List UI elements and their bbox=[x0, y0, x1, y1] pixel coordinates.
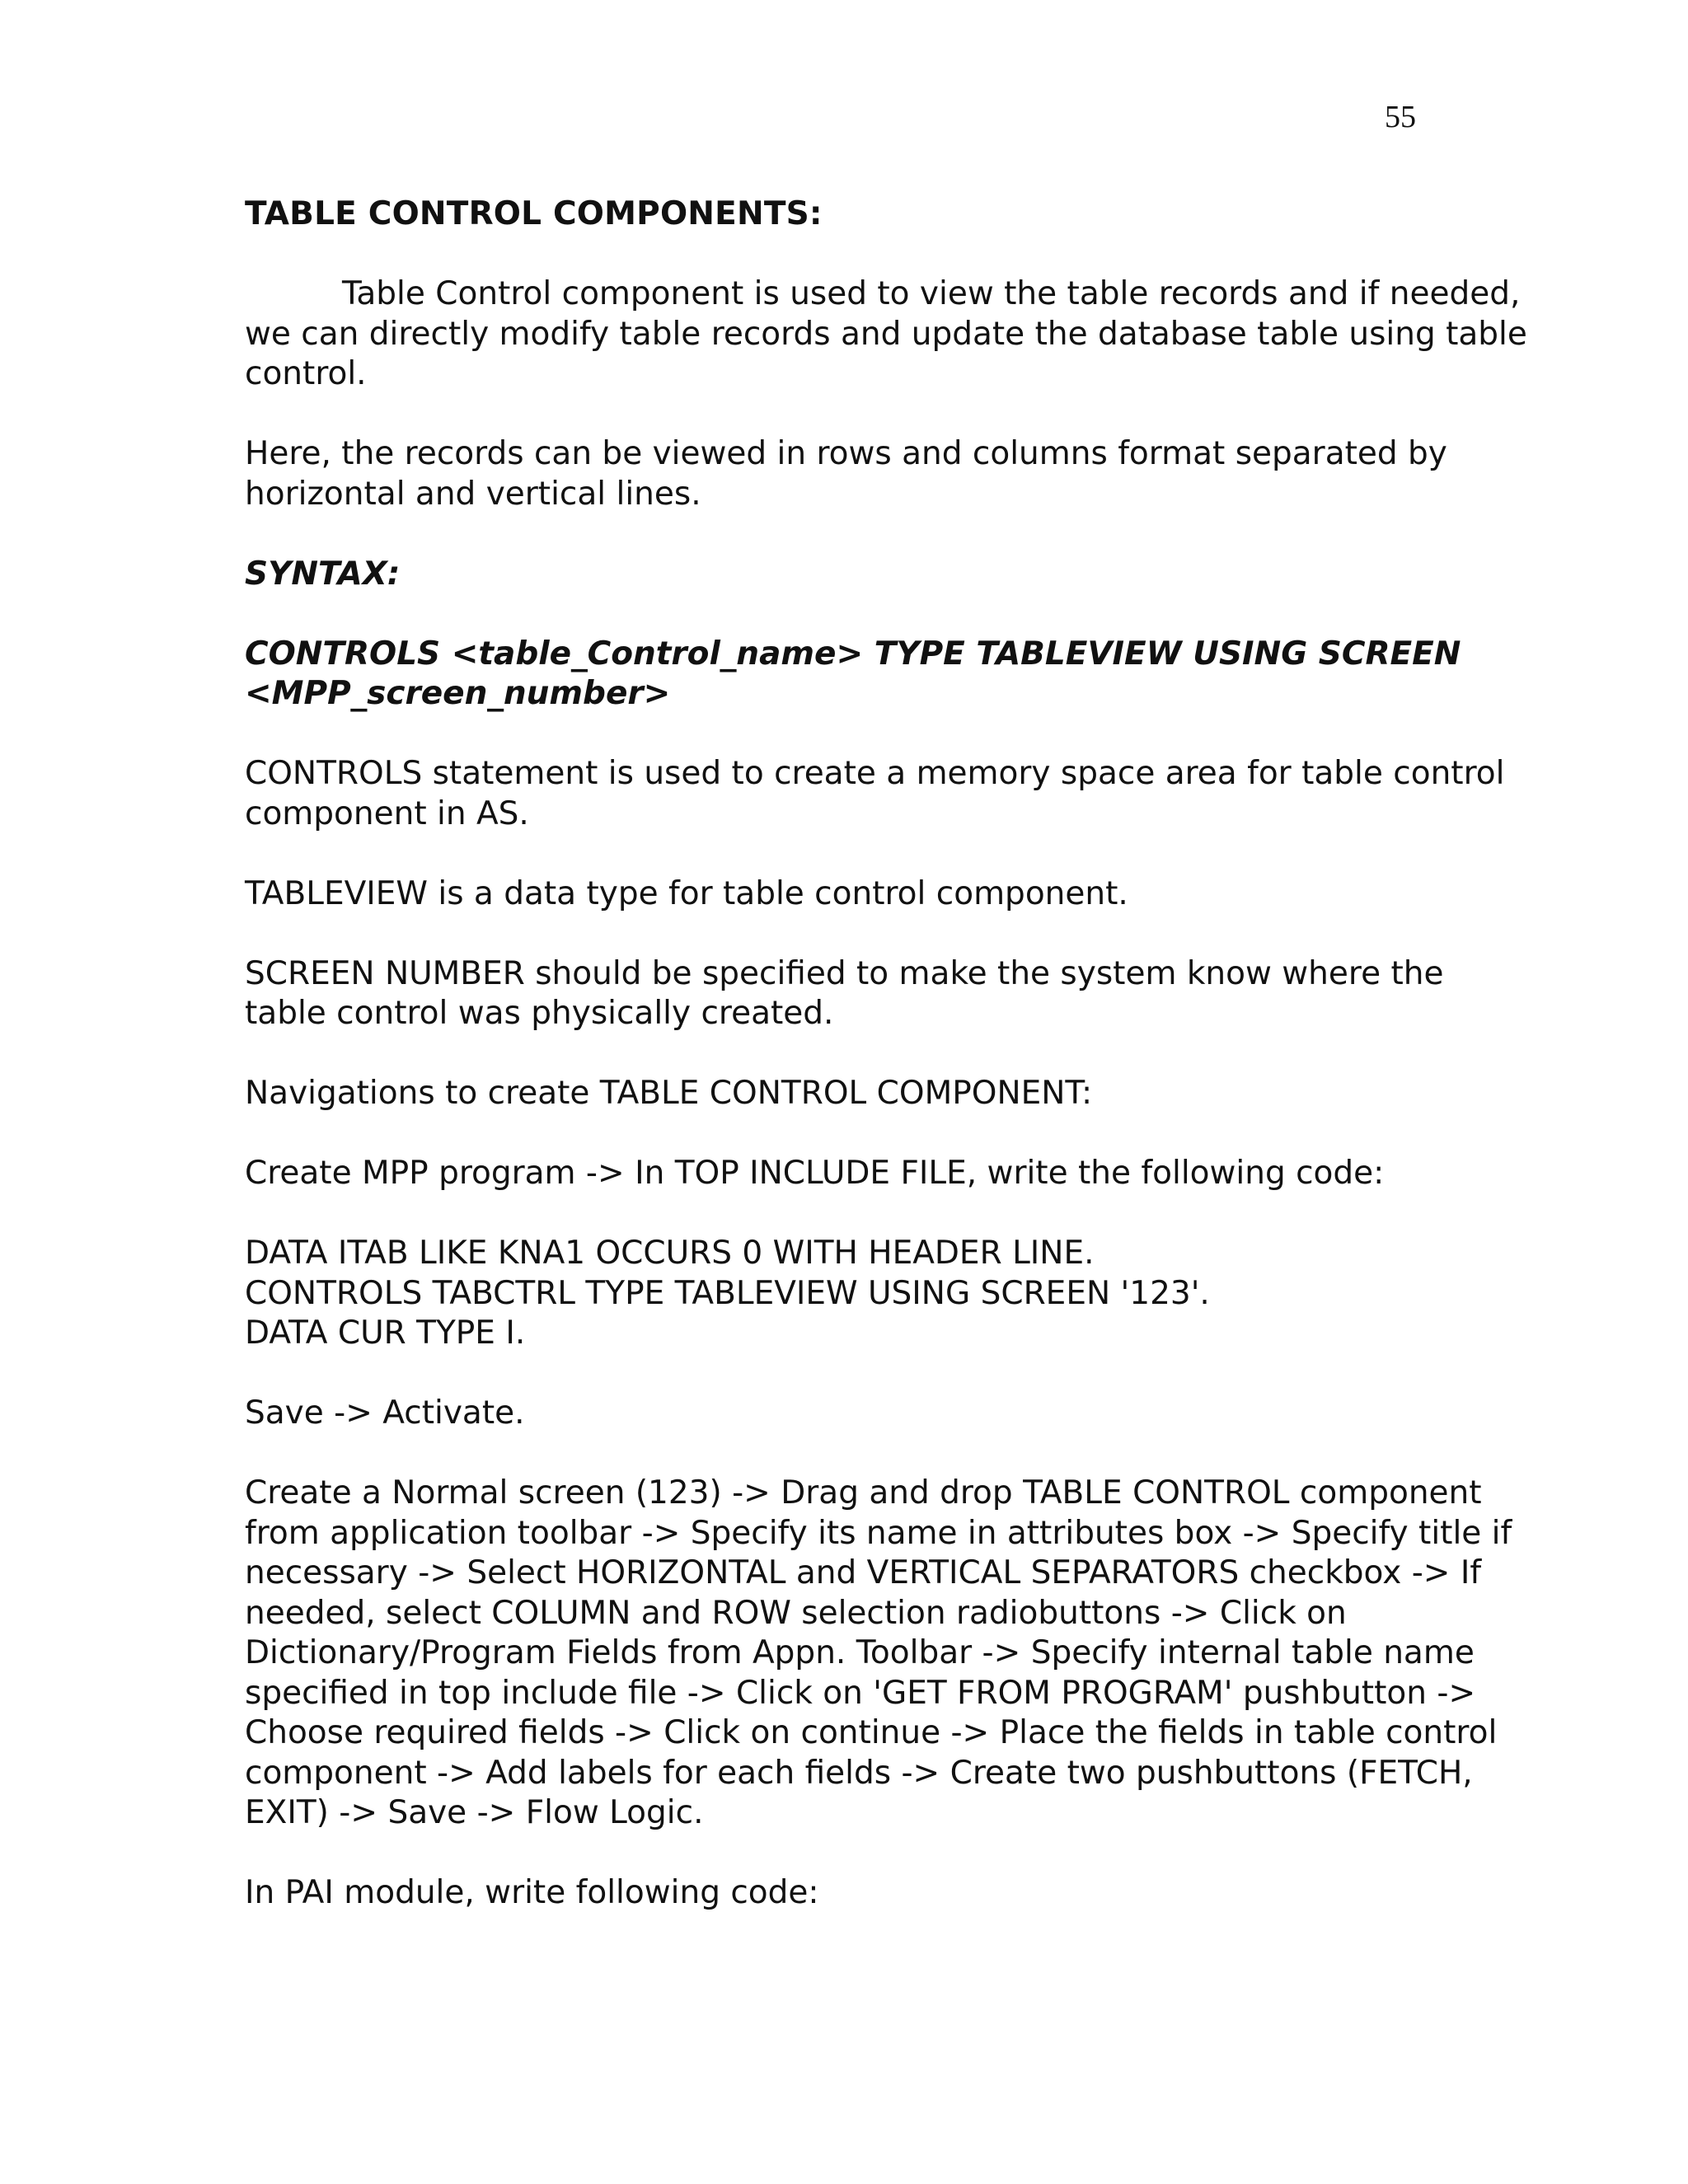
section-heading: TABLE CONTROL COMPONENTS: bbox=[245, 195, 823, 232]
records-paragraph: Here, the records can be viewed in rows and columns format separated by horizontal and vertical lines. bbox=[245, 435, 1447, 513]
tableview-explanation: TABLEVIEW is a data type for table control component. bbox=[245, 874, 1128, 912]
code-line: DATA ITAB LIKE KNA1 OCCURS 0 WITH HEADER LINE. bbox=[245, 1235, 1095, 1272]
document-body bbox=[245, 194, 1531, 1953]
normal-screen-steps: Create a Normal screen (123) -> Drag and drop TABLE CONTROL component from application toolbar -> Specify its name in attributes box -> Specify title if necessary -> Select HORIZONTAL and VERTICAL SEPARATORS checkbox -> If needed, select COLUMN and ROW selection radiobuttons -> Click on Dictionary/Program Fields from Appn. Toolbar -> Specify internal table name specified in top include file -> Click on 'GET FROM PROGRAM' pushbutton -> Choose required fields -> Click on continue -> Place the fields in table control component -> Add labels for each fields -> Create two pushbuttons (FETCH, EXIT) -> Save -> Flow Logic. bbox=[245, 1474, 1512, 1831]
intro-paragraph: Table Control component is used to view the table records and if needed, we can directly modify table records and update the database table using table control. bbox=[245, 275, 1527, 392]
pai-intro-line: In PAI module, write following code: bbox=[245, 1874, 819, 1911]
syntax-label: SYNTAX: bbox=[245, 555, 401, 593]
controls-explanation: CONTROLS statement is used to create a memory space area for table control component in AS. bbox=[245, 755, 1505, 832]
code-line: CONTROLS TABCTRL TYPE TABLEVIEW USING SCREEN '123'. bbox=[245, 1274, 1210, 1312]
save-activate-line: Save -> Activate. bbox=[245, 1394, 525, 1432]
create-mpp-line: Create MPP program -> In TOP INCLUDE FILE, write the following code: bbox=[245, 1155, 1385, 1192]
screen-number-explanation: SCREEN NUMBER should be specified to make the system know where the table control was physically created. bbox=[245, 954, 1444, 1032]
code-line: DATA CUR TYPE I. bbox=[245, 1315, 526, 1352]
navigations-line: Navigations to create TABLE CONTROL COMPONENT: bbox=[245, 1075, 1093, 1112]
page-number: 55 bbox=[1385, 100, 1416, 134]
syntax-statement: CONTROLS <table_Control_name> TYPE TABLEVIEW USING SCREEN <MPP_screen_number> bbox=[245, 635, 1461, 712]
code-block bbox=[245, 1234, 1531, 1354]
